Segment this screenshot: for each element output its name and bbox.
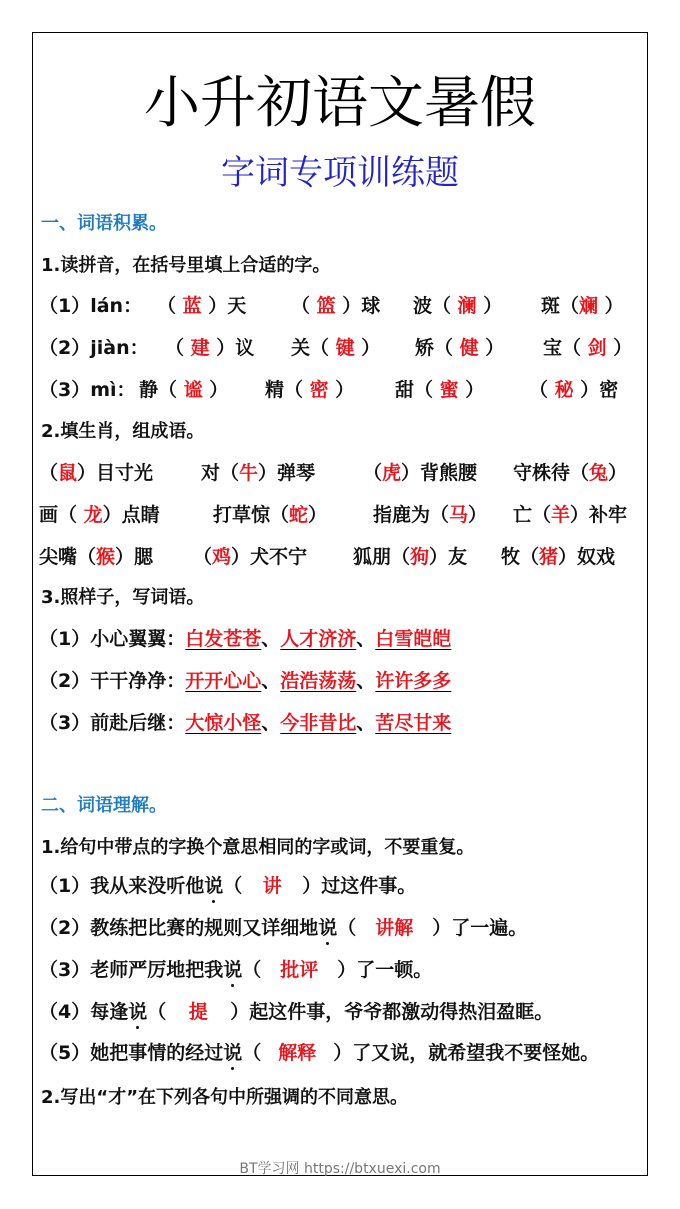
answer: 鼠	[58, 462, 78, 484]
question-cai-prompt: 2.写出“才”在下列各句中所强调的不同意思。	[41, 1087, 409, 1108]
answer: 蜜	[439, 379, 459, 401]
page-title: 小升初语文暑假	[144, 71, 536, 136]
row-label: （1）lán：	[39, 295, 143, 317]
answer: 人才济济	[280, 628, 357, 650]
fill-item: 甜（ 蜜 ）	[395, 379, 485, 401]
answer: 今非昔比	[280, 712, 357, 734]
question-pattern-prompt: 3.照样子，写词语。	[41, 587, 205, 608]
question-pinyin-prompt: 1.读拼音，在括号里填上合适的字。	[41, 255, 331, 276]
answer: 斓	[579, 295, 599, 317]
dotted-char: 说	[128, 997, 147, 1024]
row-label: （2）jiàn：	[39, 337, 149, 359]
answer: 讲	[262, 875, 282, 897]
fill-item: 波（ 澜 ）	[413, 295, 503, 317]
answer: 羊	[551, 504, 571, 526]
fill-item: 矫（ 健 ）	[415, 337, 505, 359]
answer: 苦尽甘来	[375, 712, 452, 734]
answer: 解释	[278, 1042, 317, 1064]
answer: 密	[309, 379, 329, 401]
idiom-item: （鸡）犬不宁	[193, 546, 308, 568]
synonym-row-3: （3）老师严厉地把我说（ 批评 ）了一顿。	[39, 955, 432, 982]
answer: 白发苍苍	[185, 628, 262, 650]
synonym-row-5: （5）她把事情的经过说（ 解释 ）了又说，就希望我不要怪她。	[39, 1038, 599, 1065]
idiom-item: 守株待（兔）	[513, 462, 628, 484]
idiom-item: 指鹿为（马）	[373, 504, 488, 526]
answer: 浩浩荡荡	[280, 670, 357, 692]
question-synonym-prompt: 1.给句中带点的字换个意思相同的字或词，不要重复。	[41, 837, 475, 858]
idiom-item: 画（ 龙）点睛	[39, 504, 160, 526]
idiom-item: 牧（猪）奴戏	[501, 546, 616, 568]
answer: 开开心心	[185, 670, 262, 692]
fill-item: 关（ 键 ）	[291, 337, 381, 359]
answer: 键	[335, 337, 355, 359]
answer: 篮	[316, 295, 336, 317]
idiom-item: 打草惊（蛇）	[213, 504, 328, 526]
answer: 牛	[239, 462, 259, 484]
pattern-row-2: （2）干干净净：开开心心、浩浩荡荡、许许多多	[39, 670, 452, 692]
fill-item: 宝（ 剑 ）	[543, 337, 633, 359]
idiom-item: （鼠）目寸光	[39, 462, 154, 484]
answer: 蛇	[289, 504, 309, 526]
answer: 鸡	[212, 546, 232, 568]
answer: 狗	[410, 546, 430, 568]
fill-item: （ 篮 ）球	[291, 295, 381, 317]
answer: 建	[190, 337, 210, 359]
idiom-item: （虎）背熊腰	[363, 462, 478, 484]
dotted-char: 说	[318, 913, 337, 940]
answer: 剑	[587, 337, 607, 359]
answer: 澜	[457, 295, 477, 317]
answer: 批评	[280, 959, 319, 981]
answer: 龙	[83, 504, 103, 526]
idiom-item: 对（牛）弹琴	[201, 462, 316, 484]
dotted-char: 说	[223, 955, 242, 982]
answer: 谧	[183, 379, 203, 401]
answer: 提	[188, 1001, 208, 1023]
idiom-item: 尖嘴（猴）腮	[39, 546, 154, 568]
synonym-row-4: （4）每逢说（ 提 ）起这件事，爷爷都激动得热泪盈眶。	[39, 997, 553, 1024]
dotted-char: 说	[223, 1038, 242, 1065]
section-heading-comprehension: 二、词语理解。	[41, 795, 167, 816]
answer: 猴	[96, 546, 116, 568]
answer: 兔	[589, 462, 609, 484]
fill-item: 精（ 密 ）	[265, 379, 355, 401]
answer: 秘	[554, 379, 574, 401]
answer: 大惊小怪	[185, 712, 262, 734]
synonym-row-1: （1）我从来没听他说（ 讲 ）过这件事。	[39, 871, 416, 898]
fill-item: （ 建 ）议	[165, 337, 255, 359]
fill-item: （ 秘 ）密	[529, 379, 619, 401]
answer: 白雪皑皑	[375, 628, 452, 650]
fill-item: （ 蓝 ）天	[157, 295, 247, 317]
idiom-item: 亡（羊）补牢	[513, 504, 628, 526]
footer-watermark: BT学习网 https://btxuexi.com	[239, 1161, 441, 1177]
row-label: （3）mì：	[39, 379, 136, 401]
page-subtitle: 字词专项训练题	[221, 153, 459, 193]
fill-item: 斑（斓 ）	[541, 295, 624, 317]
idiom-item: 狐朋（狗）友	[353, 546, 468, 568]
pattern-row-3: （3）前赴后继：大惊小怪、今非昔比、苦尽甘来	[39, 712, 452, 734]
synonym-row-2: （2）教练把比赛的规则又详细地说（ 讲解 ）了一遍。	[39, 913, 527, 940]
worksheet-page	[32, 32, 648, 1176]
answer: 马	[449, 504, 469, 526]
fill-item: 静（ 谧 ）	[139, 379, 229, 401]
answer: 讲解	[375, 917, 414, 939]
answer: 健	[459, 337, 479, 359]
answer: 许许多多	[375, 670, 452, 692]
dotted-char: 说	[204, 871, 223, 898]
pattern-row-1: （1）小心翼翼：白发苍苍、人才济济、白雪皑皑	[39, 628, 452, 650]
section-heading-vocabulary: 一、词语积累。	[41, 213, 167, 234]
answer: 蓝	[182, 295, 202, 317]
answer: 猪	[539, 546, 559, 568]
question-zodiac-prompt: 2.填生肖，组成语。	[41, 421, 205, 442]
answer: 虎	[382, 462, 402, 484]
